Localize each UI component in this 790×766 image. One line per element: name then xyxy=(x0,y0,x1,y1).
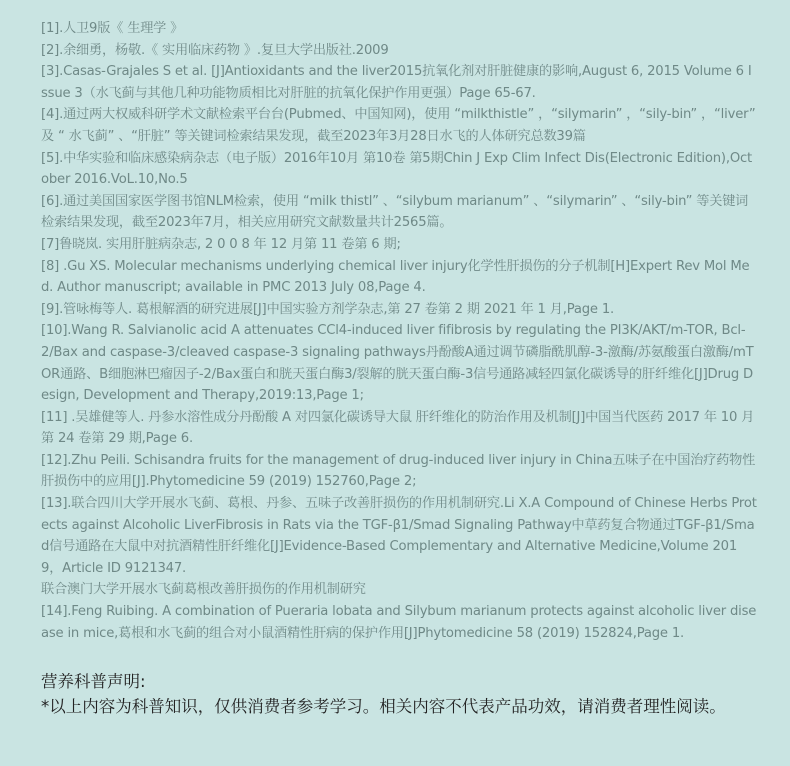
reference-item: [12].Zhu Peili. Schisandra fruits for the management of drug-induced liver injury in China五味子在中国治疗药物性肝损伤中的应用[J].Phytomedicine 59 (2019) 152760,Page 2; xyxy=(41,452,756,490)
reference-item: 联合澳门大学开展水飞蓟葛根改善肝损伤的作用机制研究 xyxy=(41,582,366,598)
reference-item: [9].管咏梅等人. 葛根解酒的研究进展[J]中国实验方剂学杂志,第 27 卷第 2 期 2021 年 1 月,Page 1. xyxy=(41,301,615,317)
reference-item: [2].余细勇，杨敬.《 实用临床药物 》.复旦大学出版社.2009 xyxy=(41,42,389,58)
reference-item: [14].Feng Ruibing. A combination of Pueraria lobata and Silybum marianum protects against alcoholic liver disease in mice,葛根和水飞蓟的组合对小鼠酒精性肝病的保护作用[J]Phytomedicine 58 (2019) 152824,Page 1. xyxy=(41,604,757,641)
reference-item: [1].人卫9版《 生理学 》 xyxy=(41,21,184,36)
reference-item: [8] .Gu XS. Molecular mechanisms underlying chemical liver injury化学性肝损伤的分子机制[H]Expert Rev Mol Med. Author manuscript; available in PMC 2013 July 08,Page 4. xyxy=(41,258,750,296)
reference-item: [5].中华实验和临床感染病杂志（电子版）2016年10月 第10卷 第5期Chin J Exp Clim Infect Dis(Electronic Edition),October 2016.VoL.10,No.5 xyxy=(41,150,753,188)
reference-item: [7]鲁晓岚. 实用肝脏病杂志, 2 0 0 8 年 12 月第 11 卷第 6 期; xyxy=(41,236,401,252)
reference-item: [11] .吴雄健等人. 丹参水溶性成分丹酚酸 A 对四氯化碳诱导大鼠 肝纤维化的防治作用及机制[J]中国当代医药 2017 年 10 月第 24 卷第 29 期,Page 6. xyxy=(41,409,755,447)
reference-item: [3].Casas-Grajales S et al. [J]Antioxidants and the liver2015抗氧化剂对肝脏健康的影响,August 6, 2015 Volume 6 Issue 3（水飞蓟与其他几种功能物质相比对肝脏的抗氧化保护作用更强）Page 65-67. xyxy=(41,64,752,101)
disclaimer-body: *以上内容为科普知识，仅供消费者参考学习。相关内容不代表产品功效，请消费者理性阅读。 xyxy=(41,697,726,716)
reference-item: [13].联合四川大学开展水飞蓟、葛根、丹参、五味子改善肝损伤的作用机制研究.Li X.A Compound of Chinese Herbs Protects against Alcoholic LiverFibrosis in Rats via the TGF-β1/Smad Signaling Pathway中草药复合物通过TGF-β1/Smad信号通路在大鼠中对抗酒精性肝纤维化[J]Evidence-Based Complementary and Alternative Medicine,Volume 2019，Article ID 9121347. xyxy=(41,496,757,576)
disclaimer-title: 营养科普声明: xyxy=(41,672,146,691)
reference-list xyxy=(41,18,757,644)
reference-item: [4].通过两大权威科研学术文献检索平台台(Pubmed、中国知网)，使用 “milkthistle” ，“silymarin” ，“sily-bin” ，“liver” 及 “ 水飞蓟” 、“肝脏” 等关键词检索结果发现，截至2023年3月28日水飞的人体研究总数39篇 xyxy=(41,107,756,144)
reference-item: [10].Wang R. Salvianolic acid A attenuates CCl4-induced liver fifibrosis by regulating the PI3K/AKT/m-TOR, Bcl-2/Bax and caspase-3/cleaved caspase-3 signaling pathways丹酚酸A通过调节磷脂酰肌醇-3-激酶/苏氨酸蛋白激酶/mTOR通路、B细胞淋巴瘤因子-2/Bax蛋白和胱天蛋白酶3/裂解的胱天蛋白酶-3信号通路减轻四氯化碳诱导的肝纤维化[J]Drug Design, Development and Therapy,2019:13,Page 1; xyxy=(41,323,754,404)
reference-item: [6].通过美国国家医学图书馆NLM检索，使用 “milk thistl” 、“silybum marianum” 、“silymarin” 、“sily-bin” 等关键词检索结果发现，截至2023年7月，相关应用研究文献数量共计2565篇。 xyxy=(41,193,749,231)
nutrition-disclaimer xyxy=(41,670,757,719)
